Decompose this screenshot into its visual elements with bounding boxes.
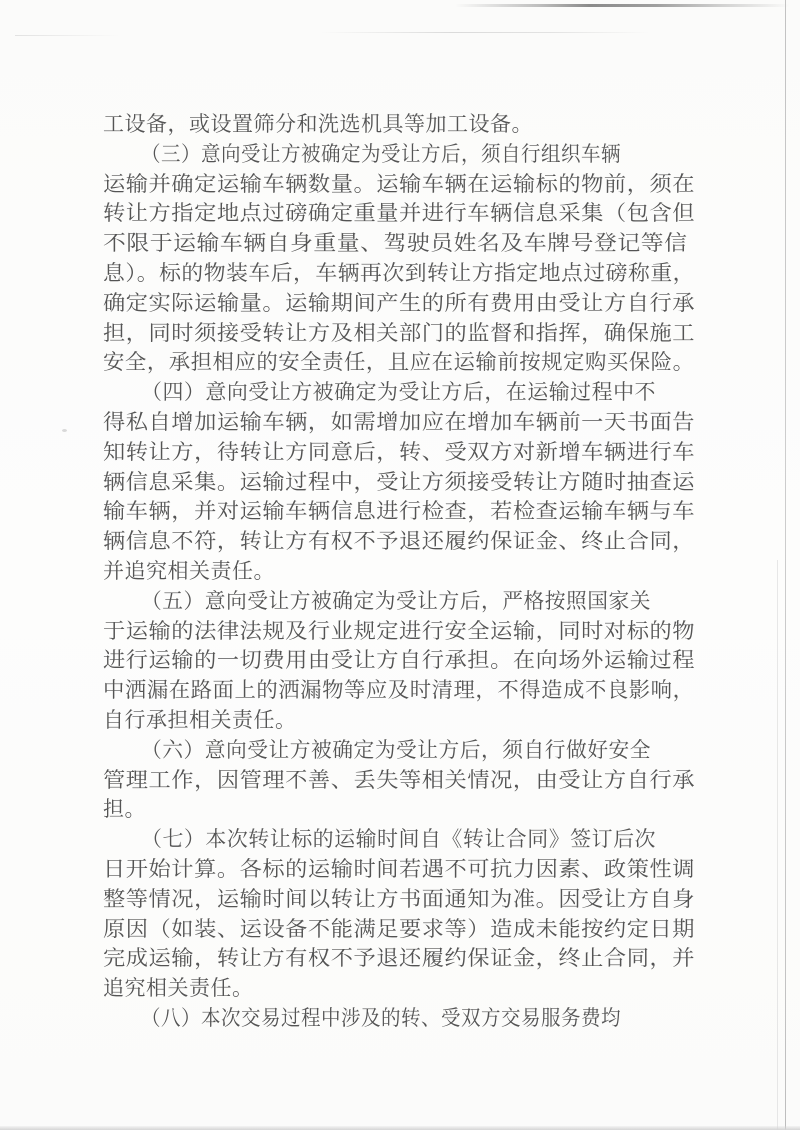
text-line: 得私自增加运输车辆，如需增加应在增加车辆前一天书面告 [103,409,695,434]
text-line: （六）意向受让方被确定为受让方后，须自行做好安全 [141,737,651,762]
scan-bottom-edge [0,1126,800,1130]
text-line: 追究相关责任。 [103,976,254,1001]
text-line: （三）意向受让方被确定为受让方后，须自行组织车辆 [141,141,621,166]
text-line: 于运输的法律法规及行业规定进行安全运输，同时对标的物 [103,618,695,643]
text-line: 原因（如装、运设备不能满足要求等）造成未能按约定日期 [103,916,695,941]
text-line: 日开始计算。各标的运输时间若遇不可抗力因素、政策性调 [103,856,695,881]
text-line: 输车辆，并对运输车辆信息进行检查，若检查运输车辆与车 [103,499,695,524]
text-line: 完成运输，转让方有权不予退还履约保证金，终止合同，并 [103,946,695,971]
text-line: 中洒漏在路面上的洒漏物等应及时清理，不得造成不良影响， [103,678,695,703]
text-line: 息）。标的物装车后，车辆再次到转让方指定地点过磅称重， [103,260,695,285]
scan-speck [62,429,67,432]
text-line: 确定实际运输量。运输期间产生的所有费用由受让方自行承 [103,290,695,315]
text-line: 运输并确定运输车辆数量。运输车辆在运输标的物前，须在 [103,171,695,196]
text-line: 整等情况，运输时间以转让方书面通知为准。因受让方自身 [103,886,695,911]
text-line: 辆信息不符，转让方有权不予退还履约保证金、终止合同， [103,529,695,554]
scan-fold-line [785,0,786,1130]
text-line: （七）本次转让标的运输时间自《转让合同》签订后次 [141,827,656,852]
scan-streak-faint [320,32,650,33]
text-line: 并追究相关责任。 [103,558,275,583]
text-line: 知转让方，待转让方同意后，转、受双方对新增车辆进行车 [103,439,695,464]
scan-scratch-line [455,4,790,7]
scan-fold-line-secondary [777,560,778,1130]
text-line: 转让方指定地点过磅确定重量并进行车辆信息采集（包含但 [103,201,695,226]
text-line: （四）意向受让方被确定为受让方后，在运输过程中不 [141,380,656,405]
text-line: 不限于运输车辆自身重量、驾驶员姓名及车牌号登记等信 [103,231,688,256]
text-line: 担。 [103,797,146,822]
text-line: 自行承担相关责任。 [103,707,297,732]
scan-streak-left [15,35,120,36]
document-text [103,110,703,1034]
text-line: 工设备，或设置筛分和洗选机具等加工设备。 [103,112,533,136]
text-line: 安全，承担相应的安全责任，且应在运输前按规定购买保险。 [103,350,695,375]
text-line: （八）本次交易过程中涉及的转、受双方交易服务费均 [141,1005,621,1030]
text-line: 担，同时须接受转让方及相关部门的监督和指挥，确保施工 [103,320,695,345]
text-line: 辆信息采集。运输过程中，受让方须接受转让方随时抽查运 [103,469,695,494]
text-line: （五）意向受让方被确定为受让方后，严格按照国家关 [141,588,651,613]
text-line: 进行运输的一切费用由受让方自行承担。在向场外运输过程 [103,648,695,673]
text-line: 管理工作，因管理不善、丢失等相关情况，由受让方自行承 [103,767,695,792]
